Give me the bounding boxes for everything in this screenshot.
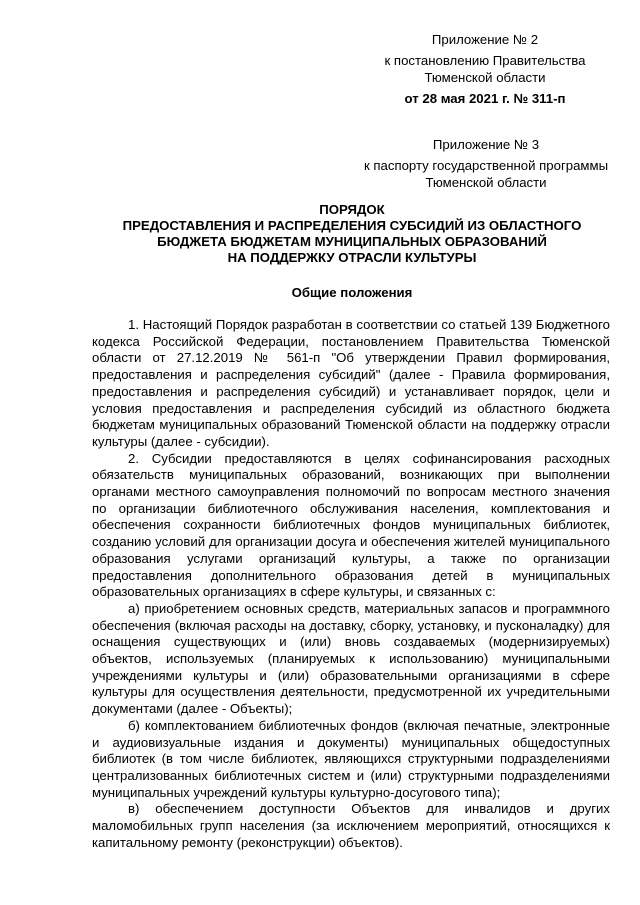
paragraph-2c: в) обеспечением доступности Объектов для инвалидов и других маломобильных групп населения (за исключением мероприятий, относящихся к капитальному ремонту (реконструкции) объектов). <box>92 801 610 850</box>
title-line-3: БЮДЖЕТА БЮДЖЕТАМ МУНИЦИПАЛЬНЫХ ОБРАЗОВАНИЙ <box>157 234 547 249</box>
appendix-3-line1: к паспорту государственной программы <box>363 158 609 173</box>
title-line-4: НА ПОДДЕРЖКУ ОТРАСЛИ КУЛЬТУРЫ <box>227 250 477 265</box>
paragraph-2a: а) приобретением основных средств, материальных запасов и программного обеспечения (включая расходы на доставку, сборку, установку, и пусконаладку) для оснащения существующих и (или) вновь создаваемых (модернизируемых) объектов, используемых (планируемых к использованию) муниципальными учреждениями культуры и (или) образовательными организациями в сфере культуры для осуществления деятельности, предусмотренной их учредительными документами (далее - Объекты); <box>92 600 610 717</box>
section-heading: Общие положения <box>291 285 413 300</box>
document-title <box>96 202 608 266</box>
paragraph-1: 1. Настоящий Порядок разработан в соответствии со статьей 139 Бюджетного кодекса Российской Федерации, постановлением Правительства Тюменской области от 27.12.2019 № 561-п "Об утверждении Правил формирования, предоставления и распределения субсидий" (далее - Правила формирования, предоставления и распределения субсидий) и устанавливает порядок, цели и условия предоставления и распределения субсидий из областного бюджета бюджетам муниципальных образований Тюменской области на поддержку отрасли культуры (далее - субсидии). <box>92 317 610 449</box>
appendix-2-line1: к постановлению Правительства <box>384 53 586 68</box>
paragraph-2b: б) комплектованием библиотечных фондов (включая печатные, электронные и аудиовизуальные издания и документы) муниципальных общедоступных библиотек (в том числе библиотек, являющихся структурными подразделениями централизованных библиотечных систем и (или) структурными подразделениями муниципальных учреждений культуры культурно-досугового типа); <box>92 717 610 800</box>
appendix-3-number: Приложение № 3 <box>432 137 540 152</box>
paragraph-2: 2. Субсидии предоставляются в целях софинансирования расходных обязательств муниципальных образований, возникающих при выполнении органами местного самоуправления полномочий по вопросам местного значения по организации библиотечного обслуживания населения, комплектования и обеспечения сохранности библиотечных фондов муниципальных библиотек, созданию условий для организации досуга и обеспечения жителей муниципального образования услугами организаций культуры, а также по организации предоставления дополнительного образования детей в муниципальных образовательных организациях в сфере культуры, и связанных с: <box>92 450 610 600</box>
title-line-2: ПРЕДОСТАВЛЕНИЯ И РАСПРЕДЕЛЕНИЯ СУБСИДИЙ ИЗ ОБЛАСТНОГО <box>122 218 582 233</box>
appendix-2-date-line: от 28 мая 2021 г. № 311-п <box>404 91 566 106</box>
appendix-2-block <box>365 31 605 107</box>
title-line-1: ПОРЯДОК <box>319 202 385 217</box>
appendix-3-line2: Тюменской области <box>425 175 547 190</box>
appendix-3-block <box>340 136 632 191</box>
document-body <box>92 317 610 852</box>
appendix-2-number: Приложение № 2 <box>431 32 539 47</box>
appendix-2-line2: Тюменской области <box>424 70 546 85</box>
